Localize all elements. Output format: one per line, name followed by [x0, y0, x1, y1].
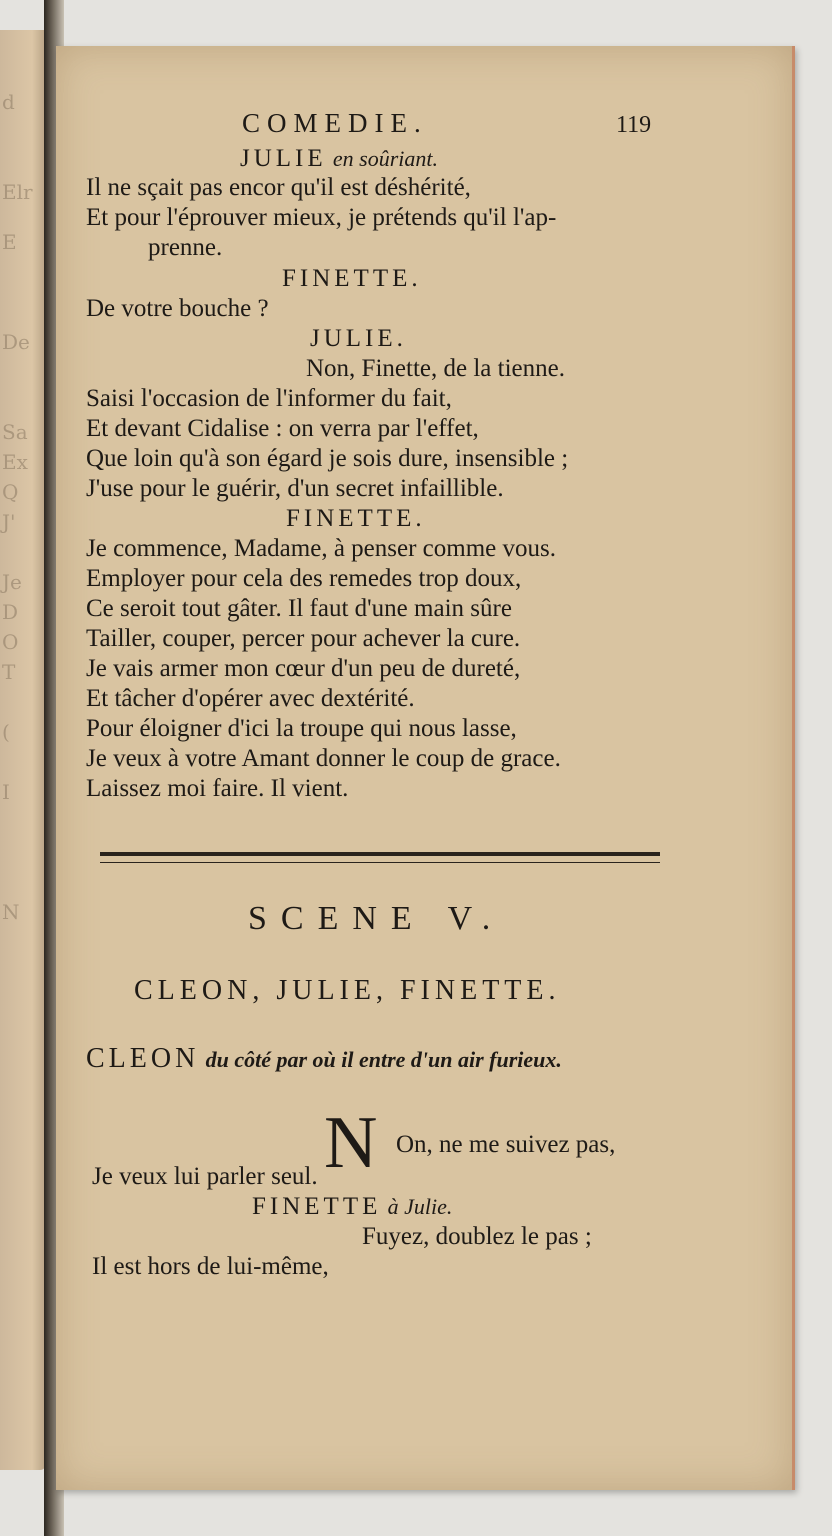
verse-line: Saisi l'occasion de l'informer du fait,	[86, 385, 452, 412]
adjacent-page-fragment: Q	[2, 480, 19, 504]
adjacent-page-fragment: T	[2, 660, 16, 684]
speaker-name: FINETTE	[252, 1193, 382, 1220]
adjacent-page-fragment: I	[2, 780, 10, 804]
speaker-name: CLEON	[86, 1043, 200, 1074]
adjacent-page-fragment: d	[2, 90, 15, 114]
scene-characters: CLEON, JULIE, FINETTE.	[134, 975, 561, 1006]
adjacent-page-fragment: Ex	[2, 450, 28, 474]
adjacent-page-fragment: Elr	[2, 180, 33, 204]
running-title: COMEDIE.	[242, 108, 428, 138]
adjacent-page-fragment: J'	[2, 510, 16, 534]
verse-line: Non, Finette, de la tienne.	[306, 355, 565, 382]
verse-line: Il ne sçait pas encor qu'il est déshérité,	[86, 174, 471, 201]
verse-line: J'use pour le guérir, d'un secret infaillible.	[86, 475, 504, 502]
stage-direction: à Julie.	[387, 1194, 453, 1219]
verse-line: Fuyez, doublez le pas ;	[362, 1223, 592, 1250]
stage-direction: du côté par où il entre d'un air furieux.	[205, 1047, 562, 1072]
scene-title: SCENE V.	[248, 900, 505, 937]
verse-line: Tailler, couper, percer pour achever la cure.	[86, 625, 521, 652]
verse-line: Laissez moi faire. Il vient.	[86, 775, 349, 802]
speaker-name: FINETTE.	[282, 265, 422, 292]
verse-line: Je veux lui parler seul.	[92, 1163, 318, 1190]
adjacent-page-fragment: (	[2, 720, 10, 744]
speaker-heading	[252, 1192, 452, 1222]
verse-line: Ce seroit tout gâter. Il faut d'une main sûre	[86, 595, 512, 622]
verse-line: Et tâcher d'opérer avec dextérité.	[86, 685, 415, 712]
adjacent-page-fragment: Sa	[2, 420, 28, 444]
speaker-heading	[240, 144, 438, 174]
verse-line: On, ne me suivez pas,	[396, 1131, 616, 1158]
speaker-name: FINETTE.	[286, 505, 426, 532]
adjacent-page-fragment: De	[2, 330, 30, 354]
drop-cap: N	[324, 1102, 378, 1184]
speaker-heading	[86, 1044, 562, 1075]
book-page	[56, 46, 795, 1490]
verse-line: Que loin qu'à son égard je sois dure, insensible ;	[86, 445, 569, 472]
decorative-rule	[100, 852, 660, 856]
adjacent-page-fragment: N	[2, 900, 20, 924]
verse-line: Et pour l'éprouver mieux, je prétends qu'il l'ap-	[86, 204, 557, 231]
verse-line: Je commence, Madame, à penser comme vous.	[86, 535, 556, 562]
verse-line: Je vais armer mon cœur d'un peu de dureté,	[86, 655, 521, 682]
verse-line: De votre bouche ?	[86, 295, 269, 322]
verse-line: Pour éloigner d'ici la troupe qui nous lasse,	[86, 715, 517, 742]
adjacent-page-fragment: Je	[2, 570, 22, 594]
adjacent-page-edge	[0, 30, 46, 1470]
stage-direction: en soûriant.	[332, 146, 439, 171]
decorative-rule	[100, 862, 660, 863]
adjacent-page-fragment: E	[2, 230, 17, 254]
verse-line: Et devant Cidalise : on verra par l'effet,	[86, 415, 479, 442]
verse-line: Il est hors de lui-même,	[92, 1253, 329, 1280]
adjacent-page-fragment: D	[2, 600, 19, 624]
speaker-name: JULIE.	[310, 325, 407, 352]
adjacent-page-fragment: O	[2, 630, 19, 654]
speaker-name: JULIE	[240, 145, 327, 172]
page-number: 119	[616, 112, 652, 138]
verse-line: prenne.	[148, 234, 223, 261]
verse-line: Je veux à votre Amant donner le coup de grace.	[86, 745, 561, 772]
verse-line: Employer pour cela des remedes trop doux,	[86, 565, 522, 592]
